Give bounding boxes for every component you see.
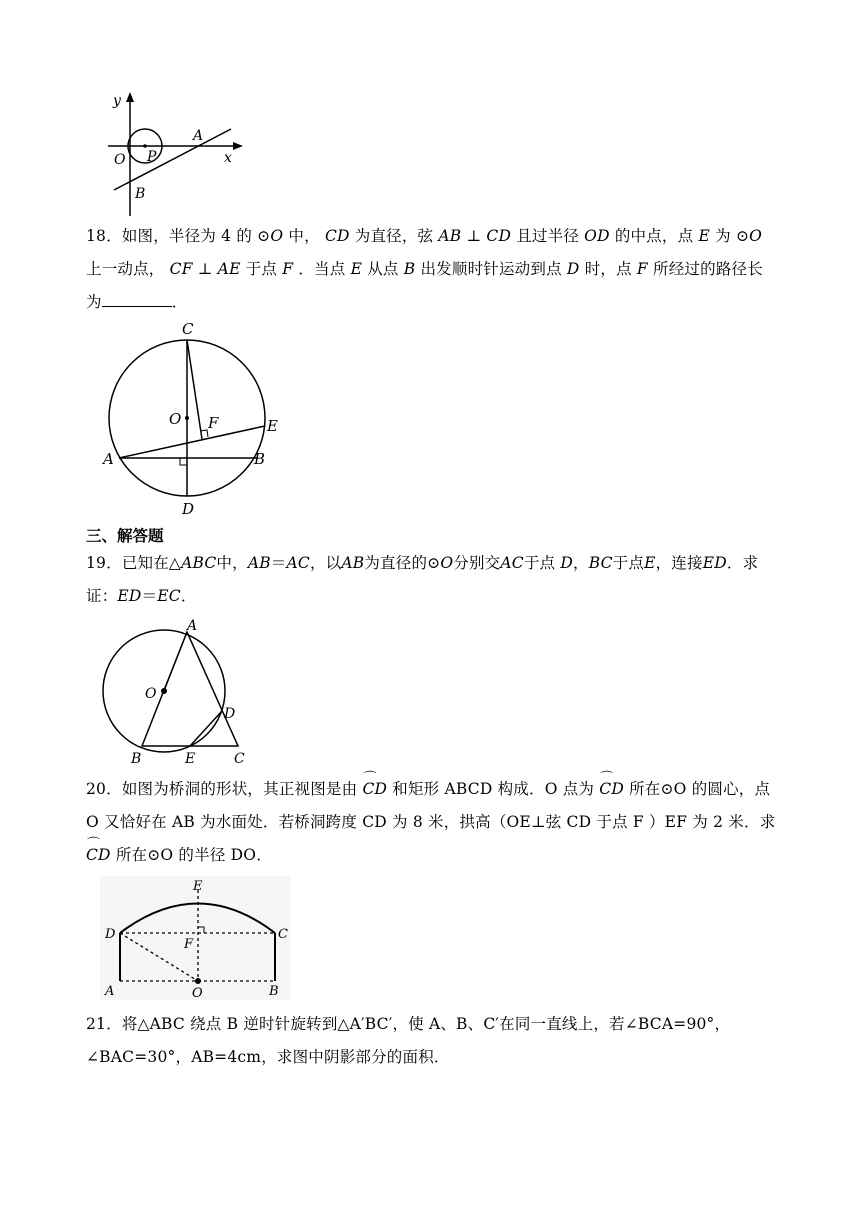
question-18: 18．如图，半径为 4 的 ⊙O 中， CD 为直径，弦 AB ⊥ CD 且过半径 OD 的中点，点 E 为 ⊙O上一动点， CF ⊥ AE 于点 F ．当点 E 从点 B 出发顺时针运动到点 D 时，点 F 所经过的路径长为 ． [86, 227, 763, 311]
label-b: B [254, 450, 266, 468]
label-f: F [184, 937, 194, 952]
question-21: 21．将△ABC 绕点 B 逆时针旋转到△A′BC′，使 A、B、C′在同一直线上，若∠BCA=90°，∠BAC=30°，AB=4cm，求图中阴影部分的面积． [86, 1015, 731, 1066]
label-a: A [103, 450, 114, 468]
label-c: C [278, 927, 288, 942]
axis-y-label: y [113, 93, 121, 109]
arc-cd-1: ⌒ CD [362, 773, 387, 806]
arc-cd-3: ⌒ CD [86, 839, 111, 872]
label-f: F [208, 414, 219, 432]
label-c: C [182, 320, 194, 338]
label-d: D [182, 500, 195, 518]
label-o: O [192, 986, 203, 1000]
label-b: B [131, 751, 142, 767]
point-p-label: P [147, 149, 157, 165]
answer-blank[interactable] [102, 292, 172, 307]
label-e: E [185, 751, 196, 767]
arc-cd-2: ⌒ CD [599, 773, 624, 806]
point-b-label: B [135, 186, 146, 202]
label-e: E [267, 417, 278, 435]
label-c: C [234, 751, 245, 767]
label-b: B [269, 984, 279, 999]
label-d: D [105, 927, 116, 942]
label-a: A [187, 618, 198, 634]
figure-q19 [100, 618, 260, 768]
figure-q18 [100, 318, 290, 518]
label-o: O [145, 686, 157, 702]
label-d: D [224, 706, 236, 722]
point-a-label: A [193, 128, 204, 144]
question-20: 20．如图为桥洞的形状，其正视图是由 ⌒ CD 和矩形 ABCD 构成．O 点为 ⌒ CD 所在⊙O 的圆心，点 O 又恰好在 AB 为水面处．若桥洞跨度 CD 为 8 米，拱高（OE⊥弦 CD 于点 F ）EF 为 2 米．求 ⌒ CD 所在⊙O 的半径 DO． [86, 773, 776, 872]
label-e: E [193, 879, 203, 894]
figure-q20 [100, 876, 290, 1000]
label-a: A [105, 984, 115, 999]
question-19: 19．已知在△ABC中，AB＝AC，以AB为直径的⊙O分别交AC于点 D，BC于点E，连接ED．求证：ED＝EC． [86, 554, 759, 605]
origin-label: O [114, 152, 126, 168]
axis-x-label: x [224, 150, 232, 166]
label-o: O [169, 410, 182, 428]
figure-q17 [100, 88, 250, 218]
section-heading: 三、解答题 [86, 527, 164, 545]
